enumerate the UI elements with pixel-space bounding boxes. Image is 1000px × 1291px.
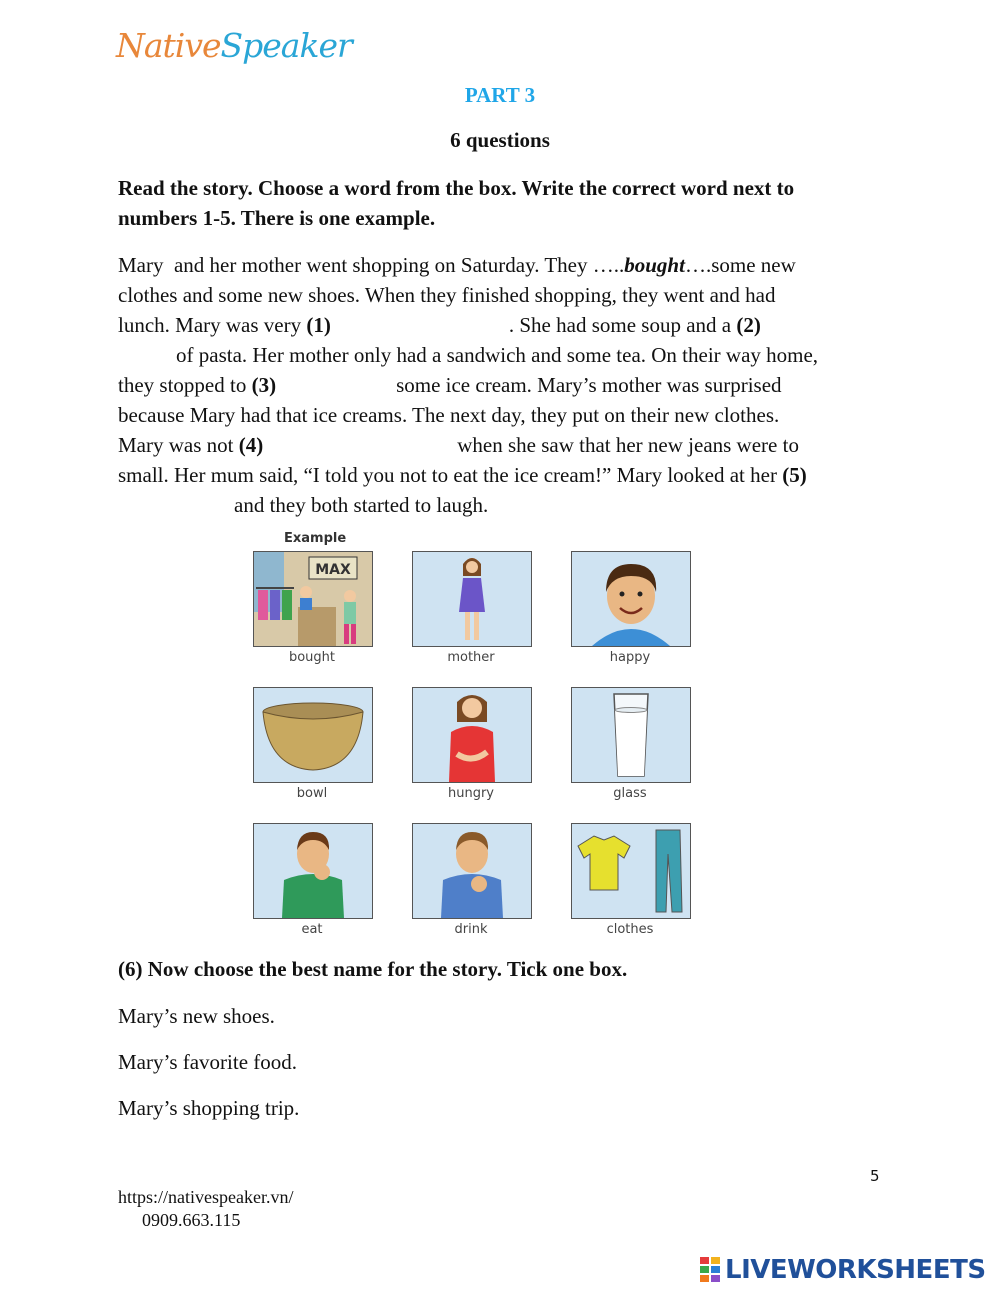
- word-caption: eat: [301, 922, 323, 937]
- title-option-3[interactable]: Mary’s shopping trip.: [118, 1096, 300, 1120]
- word-caption: mother: [447, 650, 495, 665]
- logo-word-native: Native: [116, 26, 221, 65]
- instructions: [118, 173, 878, 233]
- footer-phone: 0909.663.115: [142, 1210, 241, 1230]
- story-text-run: small. Her mum said, “I told you not to eat the ice cream!” Mary looked at her: [118, 463, 783, 487]
- footer-url: https://nativespeaker.vn/: [118, 1187, 294, 1207]
- liveworksheets-brand: [700, 1255, 986, 1285]
- story-text-run: ….some new: [684, 253, 796, 277]
- story-line-5: [118, 370, 898, 400]
- story-text-run: and they both started to laugh.: [234, 493, 489, 517]
- gap-number-2: (2): [736, 313, 761, 337]
- story-line-6: because Mary had that ice creams. The next day, they put on their new clothes.: [118, 403, 780, 427]
- story-text-run: when she saw that her new jeans were to: [457, 433, 799, 457]
- page-number: 5: [870, 1167, 880, 1185]
- word-caption: bowl: [296, 786, 328, 801]
- gap-number-1: (1): [306, 313, 331, 337]
- story-line-8: [118, 460, 898, 490]
- story-text-run: they stopped to: [118, 373, 252, 397]
- picture-bowl: [253, 687, 373, 783]
- gap-number-5: (5): [782, 463, 807, 487]
- logo-word-speaker: Speaker: [220, 26, 352, 65]
- question-count: 6 questions: [450, 128, 550, 152]
- title-option-1[interactable]: Mary’s new shoes.: [118, 1004, 275, 1028]
- picture-glass: [571, 687, 691, 783]
- picture-clothes: [571, 823, 691, 919]
- part-title: PART 3: [464, 83, 536, 107]
- native-speaker-logo: [116, 26, 352, 65]
- story-line-4: [118, 340, 898, 370]
- word-caption: clothes: [606, 922, 654, 937]
- story-text-run: . She had some soup and a: [508, 313, 737, 337]
- word-caption: hungry: [447, 786, 494, 801]
- example-answer: bought: [624, 253, 685, 277]
- story-text: [118, 250, 898, 520]
- story-text-run: Mary and her mother went shopping on Saturday. They …..: [118, 253, 625, 277]
- instruction-line-2: numbers 1-5. There is one example.: [118, 206, 436, 230]
- story-text-run: of pasta. Her mother only had a sandwich and some tea. On their way home,: [176, 343, 819, 367]
- picture-drink: [412, 823, 532, 919]
- shop-sign-text: MAX: [315, 562, 351, 578]
- liveworksheets-wordmark: LIVEWORKSHEETS: [725, 1255, 986, 1285]
- picture-mother: [412, 551, 532, 647]
- gap-number-3: (3): [251, 373, 277, 397]
- picture-eat: [253, 823, 373, 919]
- liveworksheets-logo-icon: [700, 1257, 722, 1283]
- story-text-run: lunch. Mary was very: [118, 313, 307, 337]
- story-line-7: [118, 430, 898, 460]
- word-caption: drink: [454, 922, 488, 937]
- picture-happy: [571, 551, 691, 647]
- title-option-2[interactable]: Mary’s favorite food.: [118, 1050, 298, 1074]
- gap-number-4: (4): [238, 433, 264, 457]
- word-caption: happy: [609, 650, 651, 665]
- story-line-9: [118, 490, 898, 520]
- example-label: Example: [284, 531, 347, 546]
- picture-bought: [253, 551, 373, 647]
- story-line-1: [118, 250, 898, 280]
- story-text-run: Mary was not: [118, 433, 239, 457]
- story-line-2: clothes and some new shoes. When they finished shopping, they went and had: [118, 283, 776, 307]
- story-line-3: [118, 310, 898, 340]
- word-box-grid: [252, 530, 692, 940]
- instruction-line-1: Read the story. Choose a word from the box. Write the correct word next to: [118, 176, 795, 200]
- picture-hungry: [412, 687, 532, 783]
- word-caption: bought: [288, 650, 336, 665]
- word-caption: glass: [613, 786, 647, 801]
- story-text-run: some ice cream. Mary’s mother was surprised: [396, 373, 782, 397]
- question-6-prompt: (6) Now choose the best name for the story. Tick one box.: [118, 957, 628, 981]
